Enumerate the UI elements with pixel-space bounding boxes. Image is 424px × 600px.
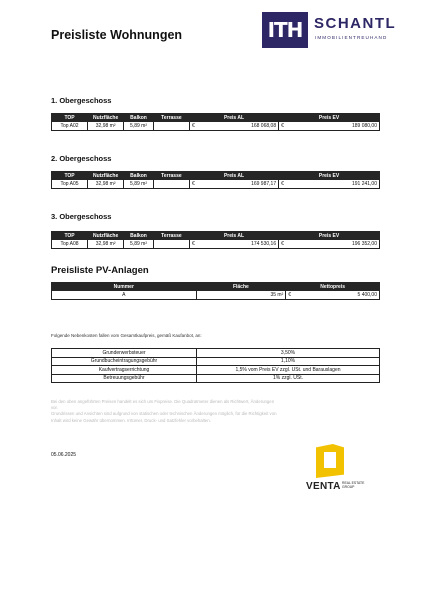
currency-symbol: € [281, 123, 284, 129]
page-title: Preisliste Wohnungen [51, 28, 183, 42]
header-nettopreis: Nettopreis [286, 283, 380, 291]
floor-3-table [51, 231, 380, 249]
disclaimer-line: Bei den oben angeführten Preisen handelt es sich um Fixpreise. Die Quadratmeter dienen als Richtwert, Änderungen [51, 399, 275, 404]
header-nutzflaeche: Nutzfläche [88, 232, 124, 240]
table-row [52, 357, 380, 366]
price-ev: 196 352,00 [351, 241, 377, 247]
table-header-row [52, 114, 380, 122]
nk-label: Grunderwerbsteuer [52, 349, 197, 358]
table-header-row [52, 283, 380, 291]
header-terrasse: Terrasse [153, 172, 189, 180]
nk-value: 1,5% vom Preis EV zzgl. USt. und Barauslagen [197, 366, 380, 375]
cell-nummer: A [52, 291, 197, 300]
currency-symbol: € [281, 241, 284, 247]
table-row [52, 291, 380, 300]
cell-top: Top A02 [52, 122, 88, 131]
floor-2-table [51, 171, 380, 189]
header-balkon: Balkon [124, 172, 154, 180]
cell-preis-al [189, 240, 278, 249]
nebenkosten-intro: Folgende Nebenkosten fallen vom Gesamtkaufpreis, gemäß Kaufanbot, an: [51, 333, 202, 338]
currency-symbol: € [288, 292, 292, 298]
ith-logo-mark: ITH [262, 12, 308, 48]
header-terrasse: Terrasse [153, 114, 189, 122]
currency-symbol: € [191, 241, 195, 247]
logo-name: SCHANTL [314, 15, 397, 32]
header-terrasse: Terrasse [153, 232, 189, 240]
cell-terrasse [153, 122, 189, 131]
cell-preis-al [189, 122, 278, 131]
cell-preis-ev [279, 240, 380, 249]
table-row [52, 366, 380, 375]
logo-subtitle: IMMOBILIENTREUHAND [315, 35, 388, 40]
nk-label: Betreuungsgebühr [52, 374, 197, 383]
pv-price: 5 400,00 [357, 292, 377, 298]
nk-label: Grundbucheintragungsgebühr [52, 357, 197, 366]
cell-flaeche: 35 m² [196, 291, 286, 300]
cell-terrasse [153, 180, 189, 189]
cell-terrasse [153, 240, 189, 249]
cell-preis-ev [279, 180, 380, 189]
header-balkon: Balkon [124, 114, 154, 122]
cell-preis-al [189, 180, 278, 189]
nk-value: 1,10% [197, 357, 380, 366]
cell-nettopreis [286, 291, 380, 300]
price-al: 168 068,08 [251, 123, 277, 129]
floor-2-title: 2. Obergeschoss [51, 154, 112, 163]
cell-balkon: 5,89 m² [124, 122, 154, 131]
cell-top: Top A08 [52, 240, 88, 249]
nk-label: Kaufvertragserrichtung [52, 366, 197, 375]
pv-table [51, 282, 380, 300]
table-row [52, 349, 380, 358]
venta-logo-word: VENTA [306, 481, 341, 492]
header-flaeche: Fläche [196, 283, 286, 291]
table-row [52, 240, 380, 249]
floor-1-title: 1. Obergeschoss [51, 96, 112, 105]
currency-symbol: € [281, 181, 284, 187]
price-ev: 189 080,00 [351, 123, 377, 129]
venta-logo-tagline: REAL ESTATE GROUP [342, 481, 365, 489]
disclaimer-line: Inhalt wird keine Gewähr übernommen. Irrtümer, Druck- und Satzfehler vorbehalten. [51, 417, 211, 423]
header-balkon: Balkon [124, 232, 154, 240]
price-al: 174 530,16 [251, 241, 277, 247]
table-header-row [52, 232, 380, 240]
header-nummer: Nummer [52, 283, 197, 291]
venta-logo-mark-cutout [324, 452, 336, 468]
currency-symbol: € [191, 123, 195, 129]
cell-top: Top A05 [52, 180, 88, 189]
price-al: 169 987,17 [251, 181, 277, 187]
disclaimer-line: vor. [51, 405, 58, 411]
disclaimer [51, 399, 391, 424]
disclaimer-line: Grundrissen und Ansichten sind aufgrund von statischen oder technischen Änderungen möglich, für die Richtigkeit von [51, 411, 277, 417]
nebenkosten-table [51, 348, 380, 383]
header-nutzflaeche: Nutzfläche [88, 114, 124, 122]
cell-nutzflaeche: 32,98 m² [88, 240, 124, 249]
cell-nutzflaeche: 32,98 m² [88, 180, 124, 189]
table-header-row [52, 172, 380, 180]
nk-value: 3,50% [197, 349, 380, 358]
cell-nutzflaeche: 32,98 m² [88, 122, 124, 131]
header-preis-ev: Preis EV [279, 172, 380, 180]
table-row [52, 180, 380, 189]
table-row [52, 122, 380, 131]
nk-value: 1% zzgl. USt. [197, 374, 380, 383]
cell-preis-ev [279, 122, 380, 131]
cell-balkon: 5,89 m² [124, 240, 154, 249]
header-preis-al: Preis AL [189, 114, 278, 122]
header-preis-ev: Preis EV [279, 114, 380, 122]
header-preis-ev: Preis EV [279, 232, 380, 240]
table-row [52, 374, 380, 383]
schantl-logo [262, 12, 412, 48]
header-top: TOP [52, 172, 88, 180]
header-preis-al: Preis AL [189, 172, 278, 180]
floor-1-table [51, 113, 380, 131]
pv-title: Preisliste PV-Anlagen [51, 265, 149, 276]
header-top: TOP [52, 114, 88, 122]
currency-symbol: € [191, 181, 195, 187]
cell-balkon: 5,89 m² [124, 180, 154, 189]
document-date: 05.06.2025 [51, 452, 77, 458]
floor-3-title: 3. Obergeschoss [51, 212, 112, 221]
venta-logo [306, 442, 366, 497]
header-top: TOP [52, 232, 88, 240]
price-ev: 191 241,00 [351, 181, 377, 187]
header-preis-al: Preis AL [189, 232, 278, 240]
header-nutzflaeche: Nutzfläche [88, 172, 124, 180]
